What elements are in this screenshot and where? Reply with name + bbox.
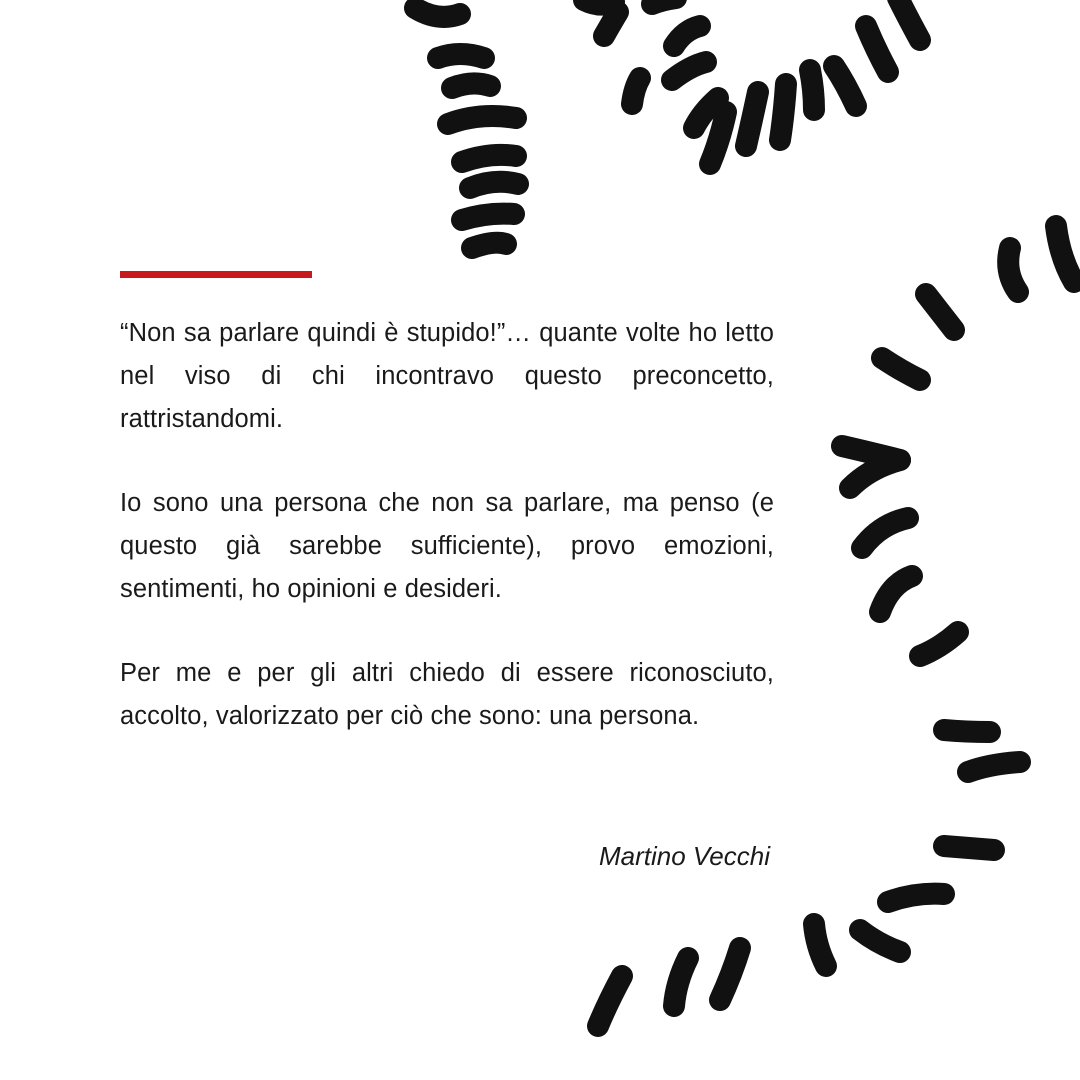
quote-paragraph: “Non sa parlare quindi è stupido!”… quante volte ho letto nel viso di chi incontravo questo preconcetto, rattristandomi.	[120, 319, 774, 433]
author-signature: Martino Vecchi	[599, 841, 770, 871]
quote-paragraph: Per me e per gli altri chiedo di essere riconosciuto, accolto, valorizzato per ciò che sono: una persona.	[120, 659, 774, 730]
quote-body	[120, 312, 774, 779]
quote-paragraph: Io sono una persona che non sa parlare, ma penso (e questo già sarebbe sufficiente), provo emozioni, sentimenti, ho opinioni e desideri.	[120, 489, 774, 603]
accent-rule	[120, 271, 312, 278]
